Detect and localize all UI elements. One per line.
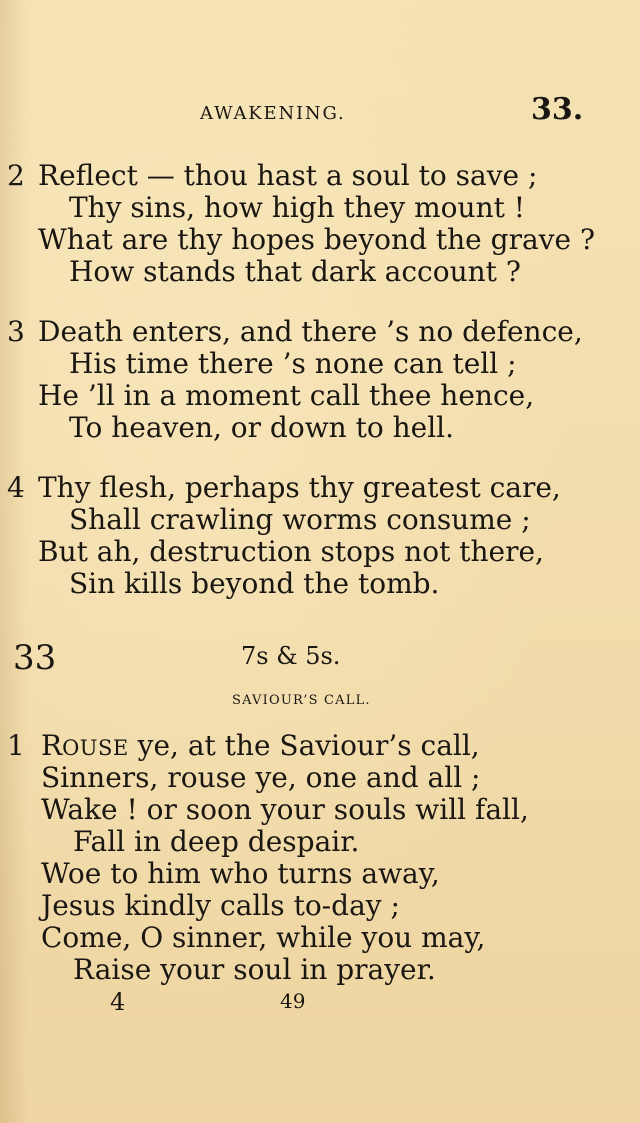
hymn-meter: 7s & 5s. bbox=[241, 642, 341, 670]
verse-line: How stands that dark account ? bbox=[69, 255, 521, 288]
folio-number: 49 bbox=[280, 989, 306, 1013]
verse-line: What are thy hopes beyond the grave ? bbox=[38, 223, 595, 256]
verse-line: Shall crawling worms consume ; bbox=[69, 503, 531, 536]
verse-line: Thy flesh, perhaps thy greatest care, bbox=[38, 471, 561, 504]
verse-number: 4 bbox=[7, 471, 25, 504]
signature-mark: 4 bbox=[110, 988, 126, 1016]
hymn-title: SAVIOUR’S CALL. bbox=[232, 693, 371, 708]
drop-initial: R bbox=[41, 729, 63, 762]
verse-line: Death enters, and there ’s no defence, bbox=[38, 315, 583, 348]
verse-line: But ah, destruction stops not there, bbox=[38, 535, 544, 568]
verse-line: He ’ll in a moment call thee hence, bbox=[38, 379, 535, 412]
verse-line: Wake ! or soon your souls will fall, bbox=[41, 793, 529, 826]
verse-line: Come, O sinner, while you may, bbox=[41, 921, 486, 954]
verse-number: 3 bbox=[7, 315, 25, 348]
verse-number: 2 bbox=[7, 159, 25, 192]
running-head: AWAKENING. bbox=[200, 103, 346, 124]
verse-line: Sin kills beyond the tomb. bbox=[69, 567, 440, 600]
verse-first-line bbox=[41, 730, 480, 764]
verse-line: Reflect — thou hast a soul to save ; bbox=[38, 159, 538, 192]
verse-line: Jesus kindly calls to-day ; bbox=[41, 889, 400, 922]
verse-number: 1 bbox=[7, 729, 25, 762]
verse-line: To heaven, or down to hell. bbox=[69, 411, 455, 444]
verse-line: His time there ’s none can tell ; bbox=[69, 347, 517, 380]
page-number: 33. bbox=[531, 92, 584, 127]
small-caps-word: OUSE bbox=[62, 736, 129, 760]
verse-line: Thy sins, how high they mount ! bbox=[69, 191, 526, 224]
verse-line: Sinners, rouse ye, one and all ; bbox=[41, 761, 481, 794]
hymn-number: 33 bbox=[13, 638, 57, 678]
verse-line: Raise your soul in prayer. bbox=[73, 953, 436, 986]
first-line-rest: ye, at the Saviour’s call, bbox=[128, 729, 480, 762]
verse-line: Fall in deep despair. bbox=[73, 825, 360, 858]
verse-line: Woe to him who turns away, bbox=[41, 857, 440, 890]
